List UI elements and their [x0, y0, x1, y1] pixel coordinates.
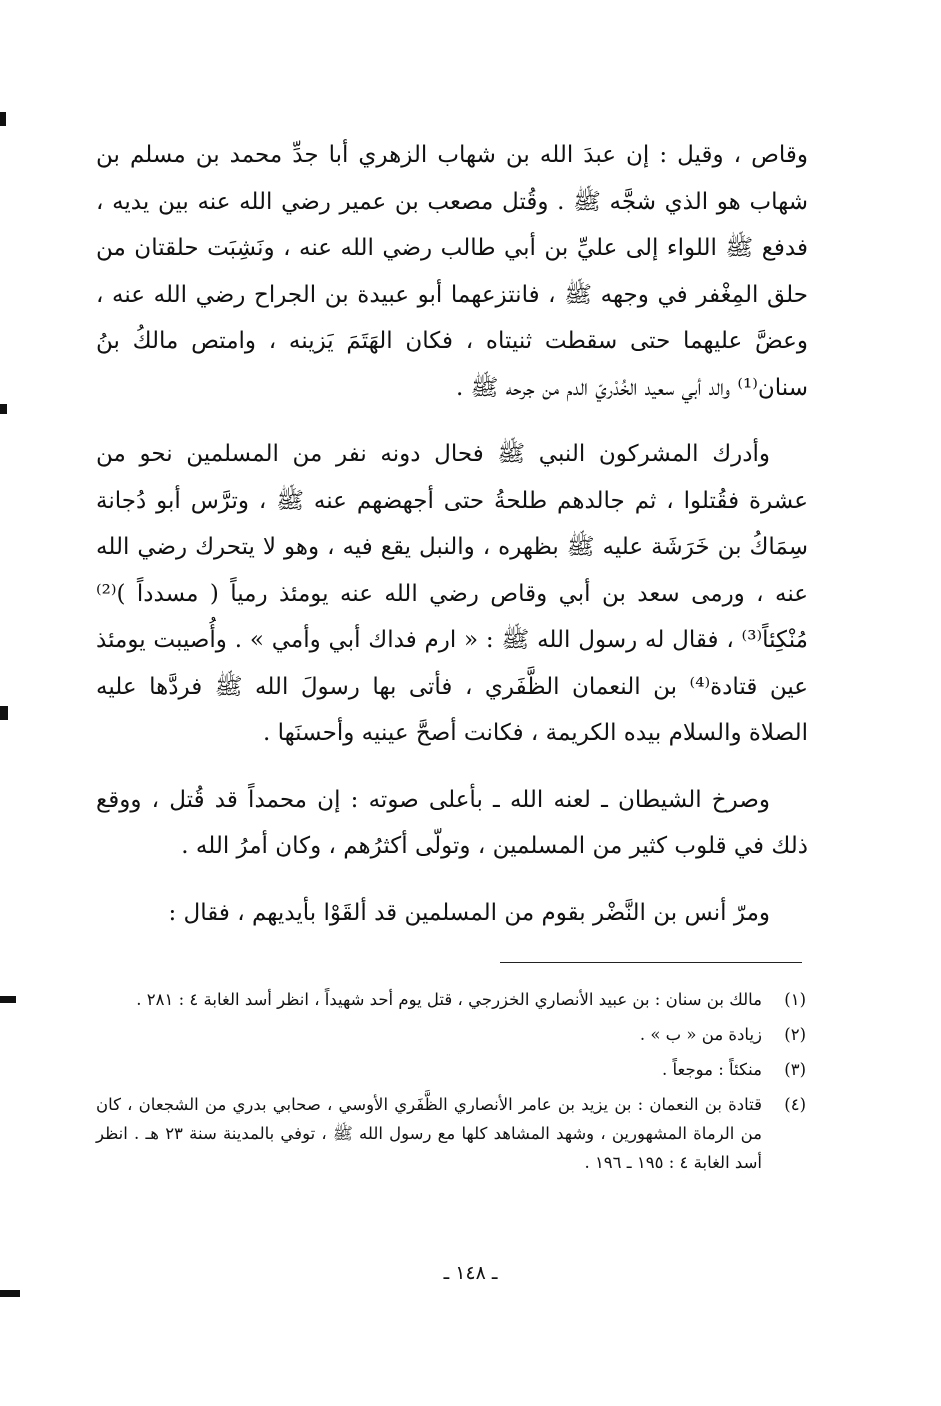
scan-edge-mark — [0, 112, 6, 126]
scan-edge-mark — [0, 996, 16, 1003]
footnote-text: مالك بن سنان : بن عبيد الأنصاري الخزرجي ، قتل يوم أحد شهيداً ، انظر أسد الغابة ٤ : ٢٨١ . — [136, 990, 762, 1009]
footnote-separator — [500, 962, 802, 963]
footnote — [96, 1090, 806, 1177]
paragraph: وصرخ الشيطان ـ لعنه الله ـ بأعلى صوته : إن محمداً قد قُتل ، ووقع ذلك في قلوب كثير من المسلمين ، وتولّى أكثرُهم ، وكان أمرُ الله . — [96, 786, 808, 859]
scan-edge-mark — [0, 706, 8, 720]
footnote — [96, 985, 806, 1014]
scan-edge-mark — [0, 404, 7, 414]
main-text — [96, 132, 808, 956]
paragraph: وأدرك المشركون النبي ﷺ فحال دونه نفر من المسلمين نحو من عشرة فقُتلوا ، ثم جالدهم طلحةُ حتى أجهضهم عنه ﷺ ، وترَّس أبو دُجانة سِمَاكُ بن خَرَشَة عليه ﷺ بظهره ، والنبل يقع فيه ، وهو لا يتحرك رضي الله عنه ، ورمى سعد بن أبي وقاص رضي الله عنه يومئذ رمياً ( مسدداً )⁽²⁾ مُنْكِئاً⁽³⁾ ، فقال له رسول الله ﷺ : « ارم فداك أبي وأمي » . وأُصيبت يومئذ عين قتادة⁽⁴⁾ بن النعمان الظَّفَري ، فأتى بها رسولَ الله ﷺ فردَّها عليه الصلاة والسلام بيده الكريمة ، فكانت أصحَّ عينيه وأحسنَها . — [96, 441, 809, 746]
footnote-text: منكئاً : موجعاً . — [661, 1060, 762, 1079]
scan-edge-mark — [0, 1290, 20, 1297]
paragraph: وقاص ، وقيل : إن عبدَ الله بن شهاب الزهري أبا جدِّ محمد بن مسلم بن شهاب هو الذي شجَّه ﷺ . وقُتل مصعب بن عمير رضي الله عنه بين يديه ، فدفع ﷺ اللواء إلى عليِّ بن أبي طالب رضي الله عنه ، ونَشِبَت حلقتان من حلق المِغْفر في وجهه ﷺ ، فانتزعهما أبو عبيدة بن الجراح رضي الله عنه ، وعضَّ عليهما حتى سقطت ثنيتاه ، فكان الهَتَمَ يَزينه ، وامتص مالكُ بنُ سنان⁽¹⁾ والد أبي سعيد الخُدْريّ الدم من جرحه ﷺ . — [96, 142, 808, 401]
footnote-number: (٢) — [784, 1025, 806, 1044]
footnotes — [96, 985, 806, 1183]
footnote-number: (١) — [784, 990, 806, 1009]
footnote — [96, 1020, 806, 1049]
page-number: ـ ١٤٨ ـ — [443, 1262, 498, 1284]
paragraph: ومرّ أنس بن النَّضْر بقوم من المسلمين قد ألقَوْا بأيديهم ، فقال : — [168, 899, 770, 926]
footnote — [96, 1055, 806, 1084]
footnote-text: قتادة بن النعمان : بن يزيد بن عامر الأنصاري الظَّفَري الأوسي ، صحابي بدري من الشجعان ، كان من الرماة المشهورين ، وشهد المشاهد كلها مع رسول الله ﷺ ، توفي بالمدينة سنة ٢٣ هـ . انظر أسد الغابة ٤ : ١٩٥ ـ ١٩٦ . — [96, 1095, 762, 1172]
footnote-number: (٣) — [784, 1060, 806, 1079]
footnote-text: زيادة من « ب » . — [639, 1025, 762, 1044]
footnote-number: (٤) — [784, 1095, 806, 1114]
